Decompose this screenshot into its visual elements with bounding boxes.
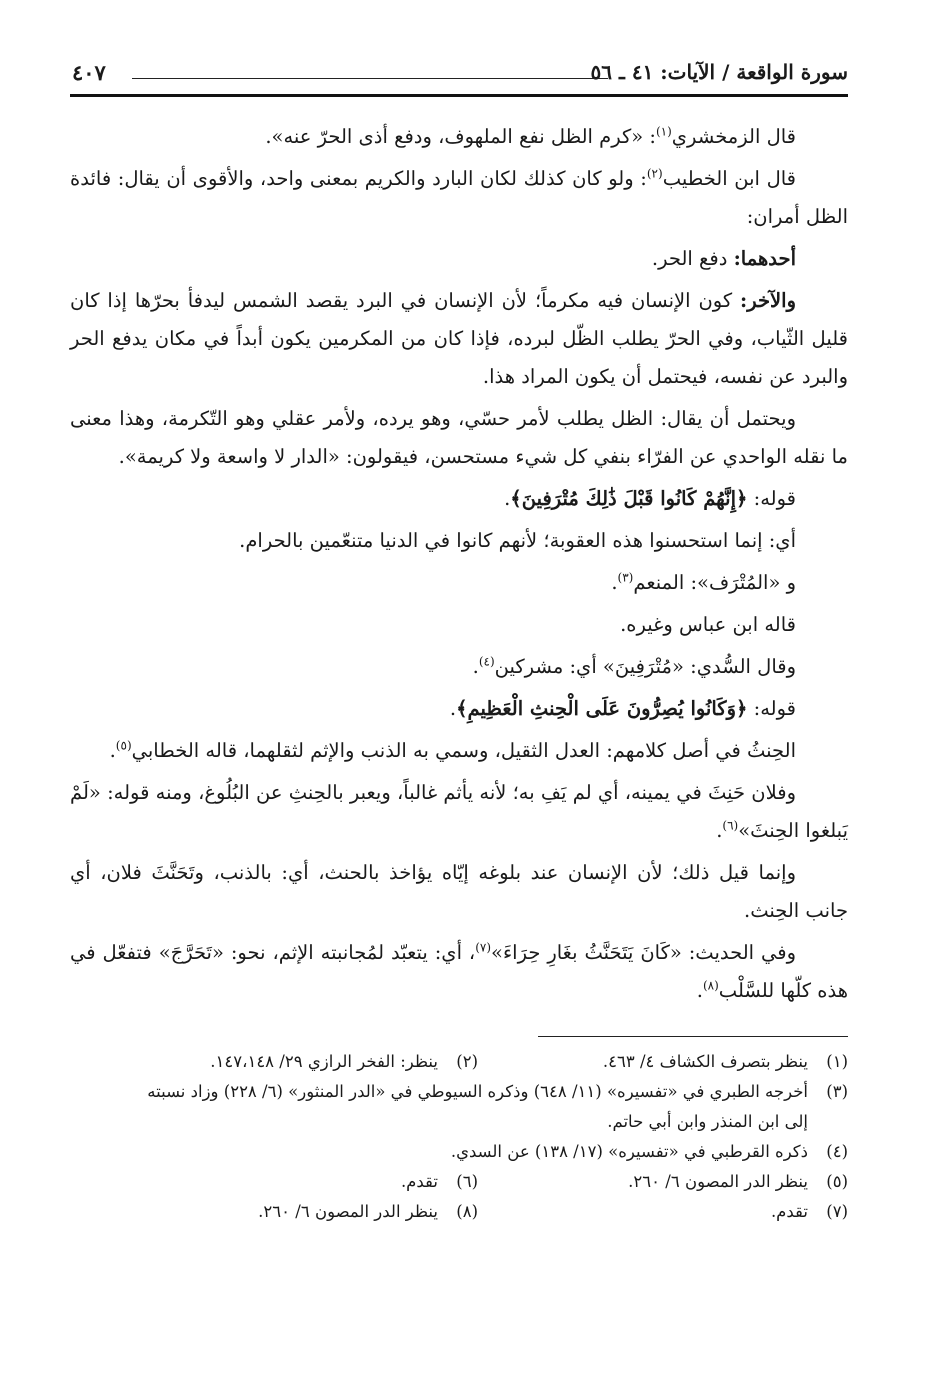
footnote-continuation: إلى ابن المنذر وابن أبي حاتم. <box>607 1112 808 1131</box>
header-dash-line <box>132 78 608 79</box>
text-run: : «كرم الظل نفع الملهوف، ودفع أذى الحرّ عنه». <box>265 125 656 148</box>
text-run: قوله: <box>747 487 796 510</box>
footnote-row <box>70 1047 848 1077</box>
header-rule <box>70 94 848 97</box>
paragraph-verse-hinth <box>70 690 848 728</box>
footnote-number: (٢) <box>456 1052 478 1071</box>
text-run: قال الزمخشري <box>671 125 796 148</box>
paragraph-hanitha-oath <box>70 774 848 850</box>
footnote-number: (٣) <box>826 1082 848 1101</box>
text-run: . <box>611 571 618 594</box>
quran-verse: ﴿وَكَانُوا يُصِرُّونَ عَلَى الْحِنثِ الْعَظِيمِ﴾ <box>456 697 748 720</box>
footnote-text: ينظر: الفخر الرازي ٢٩/ ١٤٧،١٤٨. <box>210 1052 438 1071</box>
text-run: . <box>716 819 723 842</box>
book-page <box>70 58 848 1348</box>
text-run: و «المُتْرَف»: المنعم <box>633 571 796 594</box>
text-run: دفع الحر. <box>651 247 734 270</box>
text-run: قال ابن الخطيب <box>662 167 797 190</box>
footnote-text: تقدم. <box>770 1202 808 1221</box>
paragraph-ibn-abbas: قاله ابن عباس وغيره. <box>620 613 796 636</box>
lead-word: أحدهما: <box>733 247 796 270</box>
text-run: الحِنثُ في أصل كلامهم: العدل الثقيل، وسمي به الذنب والإثم لثقلهما، قاله الخطابي <box>131 739 796 762</box>
footnote-ref: (٧) <box>475 940 492 955</box>
paragraph-second-benefit <box>70 282 848 396</box>
footnote-text: تقدم. <box>400 1172 438 1191</box>
lead-word: والآخر: <box>740 289 796 312</box>
footnote-number: (٨) <box>456 1202 478 1221</box>
footnote-text: ينظر الدر المصون ٦/ ٢٦٠. <box>628 1172 808 1191</box>
paragraph-reason: وإنما قيل ذلك؛ لأن الإنسان عند بلوغه إيّاه يؤاخذ بالحنث، أي: بالذنب، وتَحَنَّثَ فلان، أي جانب الحِنث. <box>70 861 848 922</box>
footnote-row <box>70 1167 848 1197</box>
page-number: ٤٠٧ <box>72 60 106 85</box>
text-run: وقال السُّدي: «مُتْرَفِينَ» أي: مشركين <box>494 655 796 678</box>
text-run: . <box>472 655 479 678</box>
footnote-text: ينظر الدر المصون ٦/ ٢٦٠. <box>258 1202 438 1221</box>
paragraph-explanation: أي: إنما استحسنوا هذه العقوبة؛ لأنهم كانوا في الدنيا متنعّمين بالحرام. <box>239 529 796 552</box>
footnote-number: (١) <box>826 1052 848 1071</box>
footnote-separator <box>538 1036 848 1037</box>
footnote-row <box>70 1197 848 1227</box>
footnote-ref: (١) <box>655 124 672 139</box>
paragraph-first-benefit <box>70 240 848 278</box>
footnote-number: (٤) <box>826 1142 848 1161</box>
footnotes <box>70 1047 848 1227</box>
footnote-text: ينظر بتصرف الكشاف ٤/ ٤٦٣. <box>602 1052 808 1071</box>
footnote-row <box>70 1077 848 1107</box>
footnote-row <box>70 1137 848 1167</box>
quran-verse: ﴿إِنَّهُمْ كَانُوا قَبْلَ ذَٰلِكَ مُتْرَفِينَ﴾ <box>510 487 748 510</box>
text-run: . <box>109 739 116 762</box>
paragraph-sensory-meaning: ويحتمل أن يقال: الظل يطلب لأمر حسّي، وهو يرده، ولأمر عقلي وهو التّكرمة، وهذا معنى ما نقله الواحدي عن الفرّاء بنفي كل شيء مستحسن، فيقولون: «الدار لا واسعة ولا كريمة». <box>70 407 848 468</box>
text-run: وفي الحديث: «كَانَ يَتَحَنَّثُ بغَارِ حِرَاءَ» <box>491 941 796 964</box>
paragraph-ibn-khatib <box>70 160 848 236</box>
paragraph-suddi <box>70 648 848 686</box>
text-run: وفلان حَنِثَ في يمينه، أي لم يَفِ به؛ لأنه يأثم غالباً، ويعبر بالحِنثِ عن البُلُوغ، ومنه قوله: «لَمْ يَبلغوا الحِنثَ» <box>70 781 848 842</box>
text-run: . <box>504 487 511 510</box>
text-run: قوله: <box>747 697 796 720</box>
footnote-text: ذكره القرطبي في «تفسيره» (١٧/ ١٣٨) عن السدي. <box>450 1142 808 1161</box>
paragraph-verse-mutrafin <box>70 480 848 518</box>
footnote-ref: (٨) <box>702 978 719 993</box>
header-title: سورة الواقعة / الآيات: ٤١ ـ ٥٦ <box>590 60 848 84</box>
footnote-ref: (٣) <box>617 570 634 585</box>
footnote-ref: (٢) <box>646 166 663 181</box>
footnote-text: أخرجه الطبري في «تفسيره» (١١/ ٦٤٨) وذكره السيوطي في «الدر المنثور» (٦/ ٢٢٨) وزاد نسبته <box>147 1082 808 1101</box>
footnote-ref: (٦) <box>722 818 739 833</box>
text-run: ، أي: يتعبّد لمُجانبته الإثم، نحو: «تَحَرَّجَ» فتفعّل في هذه كلّها للسَّلْب <box>70 941 848 1002</box>
text-run: . <box>449 697 457 720</box>
footnote-number: (٦) <box>456 1172 478 1191</box>
running-header <box>70 58 848 96</box>
footnote-number: (٧) <box>826 1202 848 1221</box>
footnote-number: (٥) <box>826 1172 848 1191</box>
main-text <box>70 118 848 1010</box>
text-run: . <box>696 979 703 1002</box>
text-run: : ولو كان كذلك لكان البارد والكريم بمعنى واحد، والأقوى أن يقال: فائدة الظل أمران: <box>70 167 848 228</box>
paragraph-mutraf-definition <box>70 564 848 602</box>
footnote-ref: (٤) <box>478 654 495 669</box>
paragraph-hadith <box>70 934 848 1010</box>
paragraph-hinth-meaning <box>70 732 848 770</box>
text-run: كون الإنسان فيه مكرماً؛ لأن الإنسان في البرد يقصد الشمس ليدفأ بحرّها إذا كان قليل الثّياب، وفي الحرّ يطلب الظّل لبرده، فإذا كان من المكرمين يكون أبداً في مكان يدفع الحر والبرد عن نفسه، فيحتمل أن يكون المراد هذا. <box>70 289 848 388</box>
footnote-ref: (٥) <box>115 738 132 753</box>
paragraph-zamakhshari <box>70 118 848 156</box>
